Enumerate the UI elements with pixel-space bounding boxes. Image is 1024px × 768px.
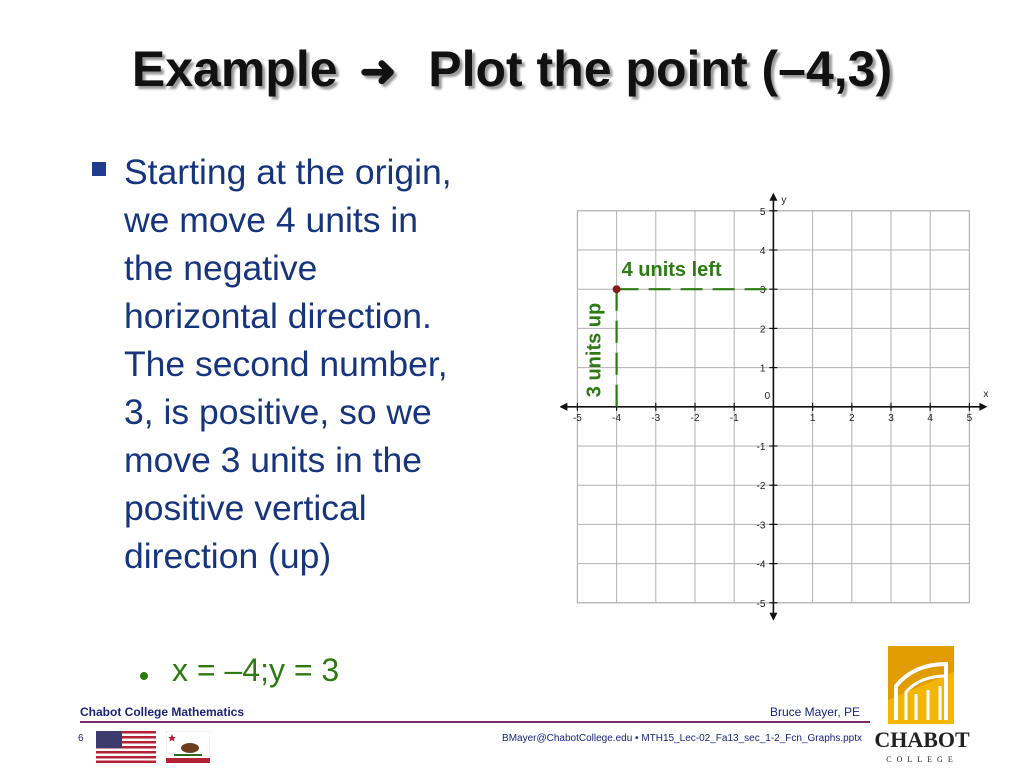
body-line: Starting at the origin, [124, 152, 452, 192]
x-axis-arrow-left-icon [560, 403, 567, 411]
y-tick-label: -5 [756, 598, 766, 610]
footer-author: Bruce Mayer, PE [769, 705, 860, 719]
y-tick-label: 5 [759, 206, 766, 218]
y-axis-label: y [781, 194, 787, 206]
annotation-vertical: 3 units up [583, 302, 606, 398]
arrow-right-icon: ➜ [359, 47, 397, 96]
footer-college: Chabot College Mathematics [80, 705, 245, 719]
logo-subtitle: COLLEGE [886, 755, 958, 764]
y-axis-arrow-down-icon [769, 613, 777, 621]
y-tick-label: 3 [759, 285, 766, 297]
body-paragraph [124, 148, 564, 580]
body-line: horizontal direction. [124, 296, 432, 336]
footer-divider [80, 721, 870, 723]
y-tick-label: -4 [756, 559, 766, 571]
x-tick-label: -5 [572, 412, 582, 424]
origin-label: 0 [764, 390, 771, 402]
x-tick-label: -1 [729, 412, 739, 424]
y-tick-label: 1 [759, 363, 766, 375]
body-line: we move 4 units in [124, 200, 419, 240]
bullet-dot-icon [140, 672, 148, 680]
y-tick-label: 4 [759, 246, 766, 257]
y-tick-label: 2 [759, 324, 766, 336]
y-tick-label: -1 [756, 442, 766, 453]
annotation-horizontal: 4 units left [621, 259, 722, 282]
body-line: The second number, [124, 344, 448, 384]
x-tick-label: -3 [651, 412, 661, 424]
title-main: Plot the point (–4,3) [428, 41, 893, 97]
y-tick-label: -2 [756, 481, 766, 493]
body-line: 3, is positive, so we [124, 392, 432, 432]
logo-title: CHABOT [874, 727, 970, 752]
y-tick-label: -3 [756, 520, 766, 532]
plotted-point [613, 285, 621, 293]
sub-bullet-text: x = –4;y = 3 [172, 652, 340, 688]
x-tick-label: 3 [888, 412, 894, 424]
slide-title [0, 40, 1024, 98]
body-line: the negative [124, 248, 318, 288]
body-line: direction (up) [124, 536, 332, 576]
x-tick-label: -2 [690, 412, 700, 424]
title-prefix: Example [131, 41, 338, 97]
bullet-square-icon [92, 162, 106, 176]
x-axis-arrow-right-icon [979, 403, 987, 411]
x-tick-label: 5 [966, 412, 973, 424]
us-flag-icon [96, 731, 156, 763]
chabot-logo [874, 642, 970, 766]
coordinate-plane [560, 190, 1000, 630]
x-tick-label: 4 [927, 412, 933, 424]
footer-file-info: BMayer@ChabotCollege.edu • MTH15_Lec-02_Fa13_sec_1-2_Fcn_Graphs.pptx [502, 733, 862, 744]
x-tick-label: -4 [612, 412, 622, 424]
page-number: 6 [78, 733, 84, 744]
x-axis-label: x [983, 388, 989, 400]
body-line: move 3 units in the [124, 440, 422, 480]
x-tick-label: 1 [809, 412, 816, 424]
y-axis-arrow-up-icon [769, 193, 777, 201]
x-tick-label: 2 [849, 412, 855, 424]
california-flag-icon [166, 731, 210, 763]
body-line: positive vertical [124, 488, 367, 528]
